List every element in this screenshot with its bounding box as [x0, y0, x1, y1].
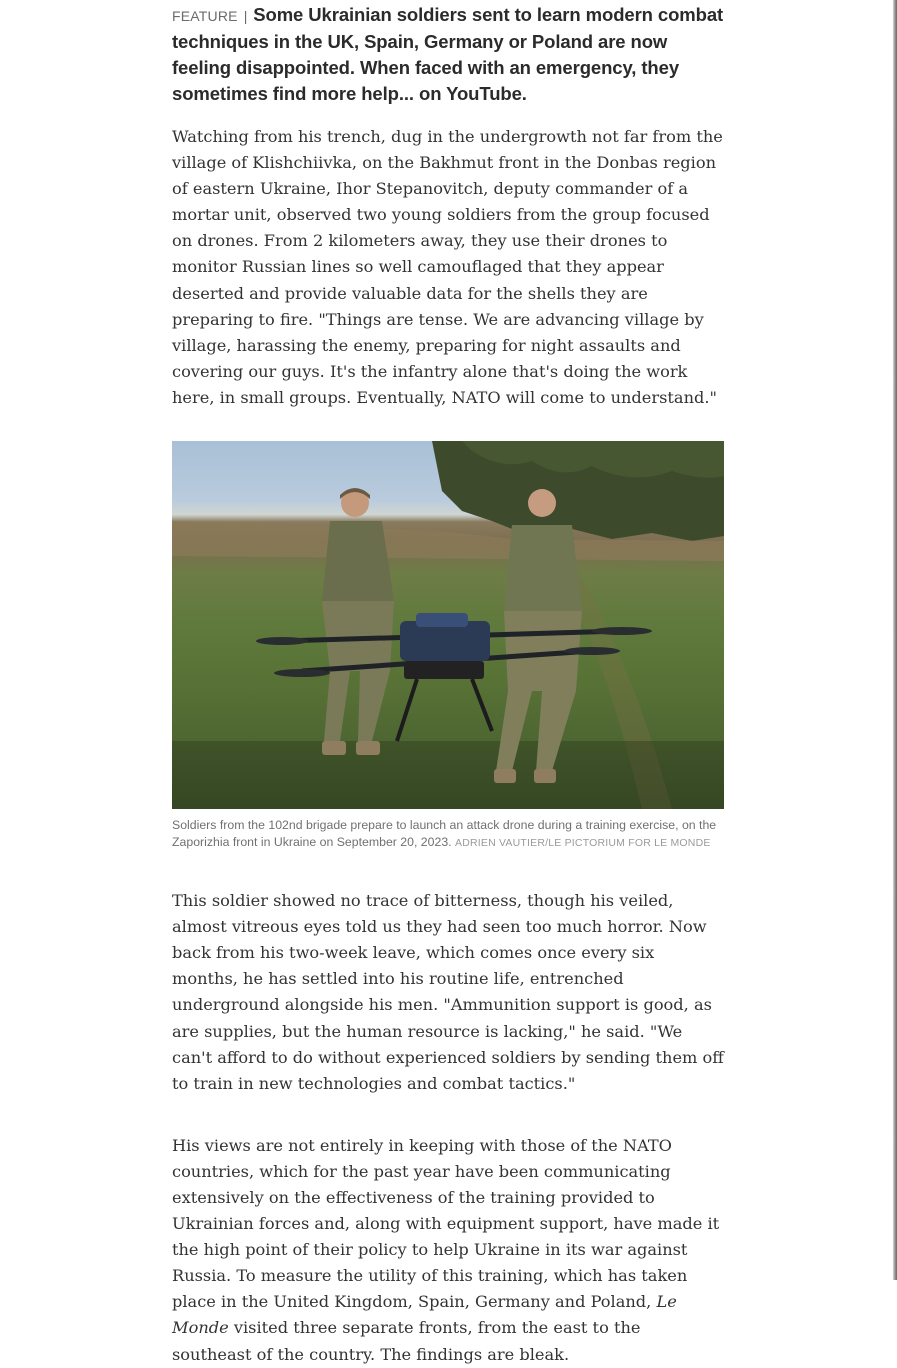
figure-caption: [172, 817, 724, 852]
standfirst-text: Some Ukrainian soldiers sent to learn modern combat techniques in the UK, Spain, Germany or Poland are now feeling disappointed. When faced with an emergency, they sometimes find more help... on YouTube.: [172, 4, 724, 104]
article-body: [172, 0, 724, 1368]
standfirst: [172, 0, 724, 107]
paragraph-1: Watching from his trench, dug in the undergrowth not far from the village of Klishchiivka, on the Bakhmut front in the Donbas region of eastern Ukraine, Ihor Stepanovitch, deputy commander of a mortar unit, observed two young soldiers from the group focused on drones. From 2 kilometers away, they use their drones to monitor Russian lines so well camouflaged that they appear deserted and provide valuable data for the shells they are preparing to fire. "Things are tense. We are advancing village by village, harassing the enemy, preparing for night assaults and covering our guys. It's the infantry alone that's doing the work here, in small groups. Eventually, NATO will come to understand.": [172, 127, 723, 407]
paragraph-3-text-a: His views are not entirely in keeping with those of the NATO countries, which for the past year have been communicating extensively on the effectiveness of the training provided to Ukrainian forces and, along with equipment support, have made it the high point of their policy to help Ukraine in its war against Russia. To measure the utility of this training, which has taken place in the United Kingdom, Spain, Germany and Poland,: [172, 1135, 720, 1312]
article-figure: [172, 441, 724, 852]
caption-text: Soldiers from the 102nd brigade prepare to launch an attack drone during a training exercise, on the Zaporizhia front in Ukraine on September 20, 2023.: [172, 818, 717, 850]
photo-credit: ADRIEN VAUTIER/LE PICTORIUM FOR LE MONDE: [455, 837, 711, 850]
publication-name: Le Monde: [172, 1292, 677, 1338]
kicker-separator: |: [243, 8, 248, 24]
page-edge-shadow: [893, 0, 897, 1280]
paragraph-3: [172, 1133, 724, 1368]
soldiers-drone-photo[interactable]: [172, 441, 724, 809]
paragraph-2: This soldier showed no trace of bitterness, though his veiled, almost vitreous eyes told us they had seen too much horror. Now back from his two-week leave, which comes once every six months, he has settled into his routine life, entrenched underground alongside his men. "Ammunition support is good, as are supplies, but the human resource is lacking," he said. "We can't afford to do without experienced soldiers by sending them off to train in new technologies and combat tactics.": [172, 891, 724, 1093]
photo-illustration: [172, 441, 724, 809]
paragraph-3-text-b: visited three separate fronts, from the east to the southeast of the country. The findings are bleak.: [172, 1318, 641, 1364]
kicker-label: FEATURE: [172, 8, 238, 24]
